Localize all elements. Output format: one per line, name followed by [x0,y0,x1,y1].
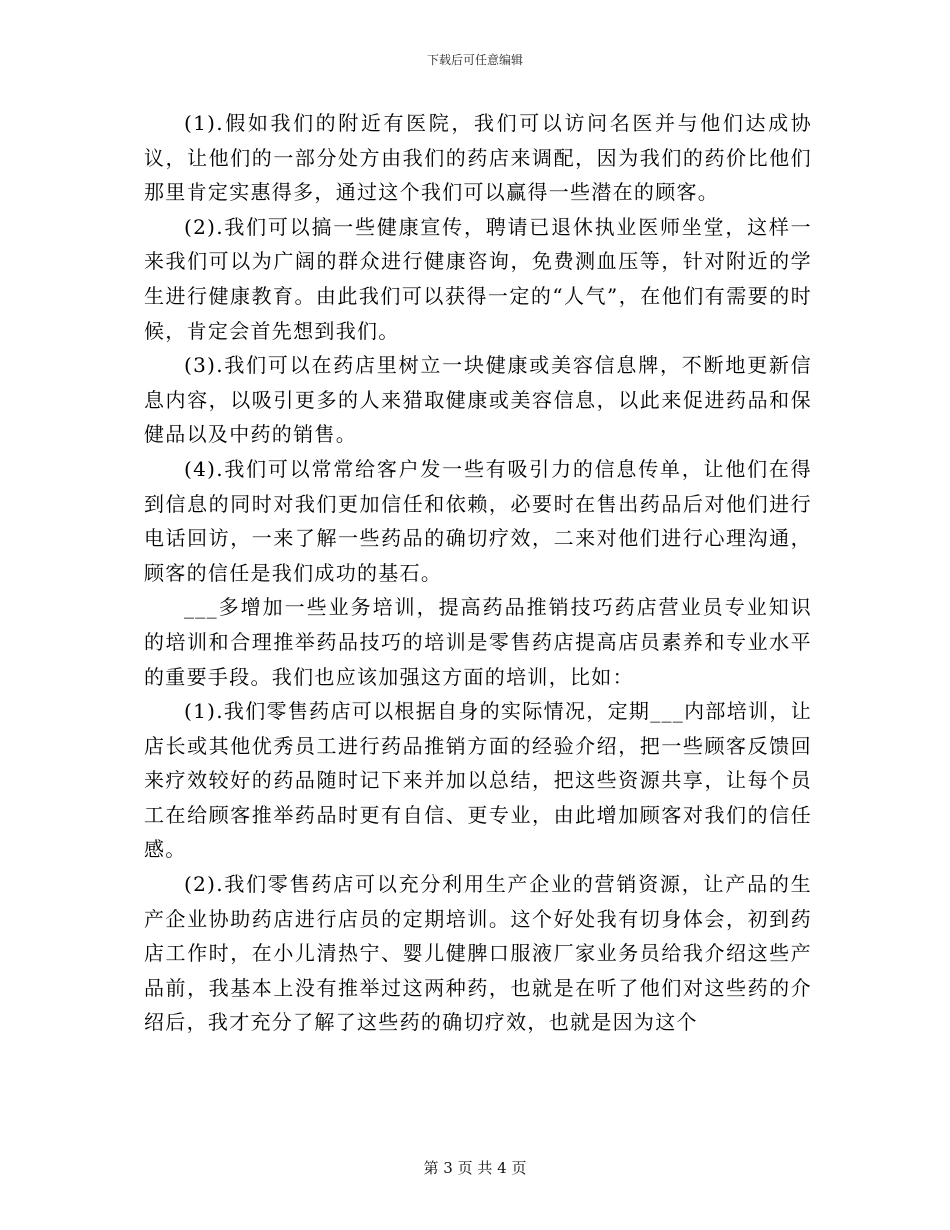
page-header: 下载后可任意编辑 [426,53,523,67]
document-body [144,106,812,1040]
paragraph: (2).我们可以搞一些健康宣传，聘请已退休执业医师坐堂，这样一来我们可以为广阔的群众进行健康咨询，免费测血压等，针对附近的学生进行健康教育。由此我们可以获得一定的“人气”，在他们有需要的时候，肯定会首先想到我们。 [144,214,812,343]
paragraph: (4).我们可以常常给客户发一些有吸引力的信息传单，让他们在得到信息的同时对我们更加信任和依赖，必要时在售出药品后对他们进行电话回访，一来了解一些药品的确切疗效，二来对他们进行心理沟通，顾客的信任是我们成功的基石。 [144,456,812,585]
paragraph: (2).我们零售药店可以充分利用生产企业的营销资源，让产品的生产企业协助药店进行店员的定期培训。这个好处我有切身体会，初到药店工作时，在小儿清热宁、婴儿健脾口服液厂家业务员给我介绍这些产品前，我基本上没有推举过这两种药，也就是在听了他们对这些药的介绍后，我才充分了解了这些药的确切疗效，也就是因为这个 [144,872,812,1035]
page-footer: 第 3 页 共 4 页 [423,1159,527,1177]
paragraph: (1).我们零售药店可以根据自身的实际情况，定期___内部培训，让店长或其他优秀员工进行药品推销方面的经验介绍，把一些顾客反馈回来疗效较好的药品随时记下来并加以总结，把这些资源共享，让每个员工在给顾客推举药品时更有自信、更专业，由此增加顾客对我们的信任感。 [144,699,812,862]
paragraph: ___多增加一些业务培训，提高药品推销技巧药店营业员专业知识的培训和合理推举药品技巧的培训是零售药店提高店员素养和专业水平的重要手段。我们也应该加强这方面的培训，比如： [144,595,812,689]
paragraph: (1).假如我们的附近有医院，我们可以访问名医并与他们达成协议，让他们的一部分处方由我们的药店来调配，因为我们的药价比他们那里肯定实惠得多，通过这个我们可以赢得一些潜在的顾客。 [144,111,812,205]
paragraph: (3).我们可以在药店里树立一块健康或美容信息牌，不断地更新信息内容，以吸引更多的人来猎取健康或美容信息，以此来促进药品和保健品以及中药的销售。 [144,353,812,447]
